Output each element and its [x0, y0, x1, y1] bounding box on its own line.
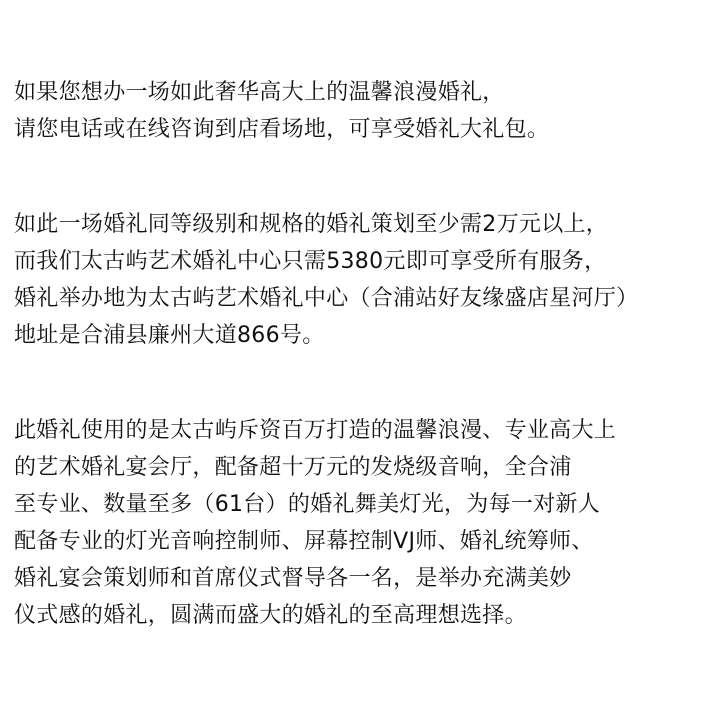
paragraph-gap — [14, 354, 714, 412]
text-line: 的艺术婚礼宴会厅，配备超十万元的发烧级音响，全合浦 — [14, 455, 572, 480]
text-line: 仪式感的婚礼，圆满而盛大的婚礼的至高理想选择。 — [14, 603, 527, 628]
text-line: 地址是合浦县廉州大道866号。 — [14, 323, 325, 348]
text-line: 至专业、数量至多（61台）的婚礼舞美灯光，为每一对新人 — [14, 492, 601, 517]
text-line: 此婚礼使用的是太古屿斥资百万打造的温馨浪漫、专业高大上 — [14, 418, 617, 443]
paragraph-gap — [14, 148, 714, 206]
text-line: 请您电话或在线咨询到店看场地，可享受婚礼大礼包。 — [14, 117, 550, 142]
text-line: 配备专业的灯光音响控制师、屏幕控制VJ师、婚礼统筹师、 — [14, 529, 594, 554]
text-line: 如果您想办一场如此奢华高大上的温馨浪漫婚礼， — [14, 80, 505, 105]
paragraph-pricing — [14, 206, 714, 354]
text-line: 婚礼宴会策划师和首席仪式督导各一名，是举办充满美妙 — [14, 566, 572, 591]
text-line: 而我们太古屿艺术婚礼中心只需5380元即可享受所有服务， — [14, 249, 607, 274]
paragraph-invitation — [14, 74, 714, 148]
document-body — [14, 74, 714, 634]
text-line: 如此一场婚礼同等级别和规格的婚礼策划至少需2万元以上， — [14, 212, 609, 237]
text-line: 婚礼举办地为太古屿艺术婚礼中心（合浦站好友缘盛店星河厅） — [14, 286, 639, 311]
paragraph-venue-details — [14, 412, 714, 634]
